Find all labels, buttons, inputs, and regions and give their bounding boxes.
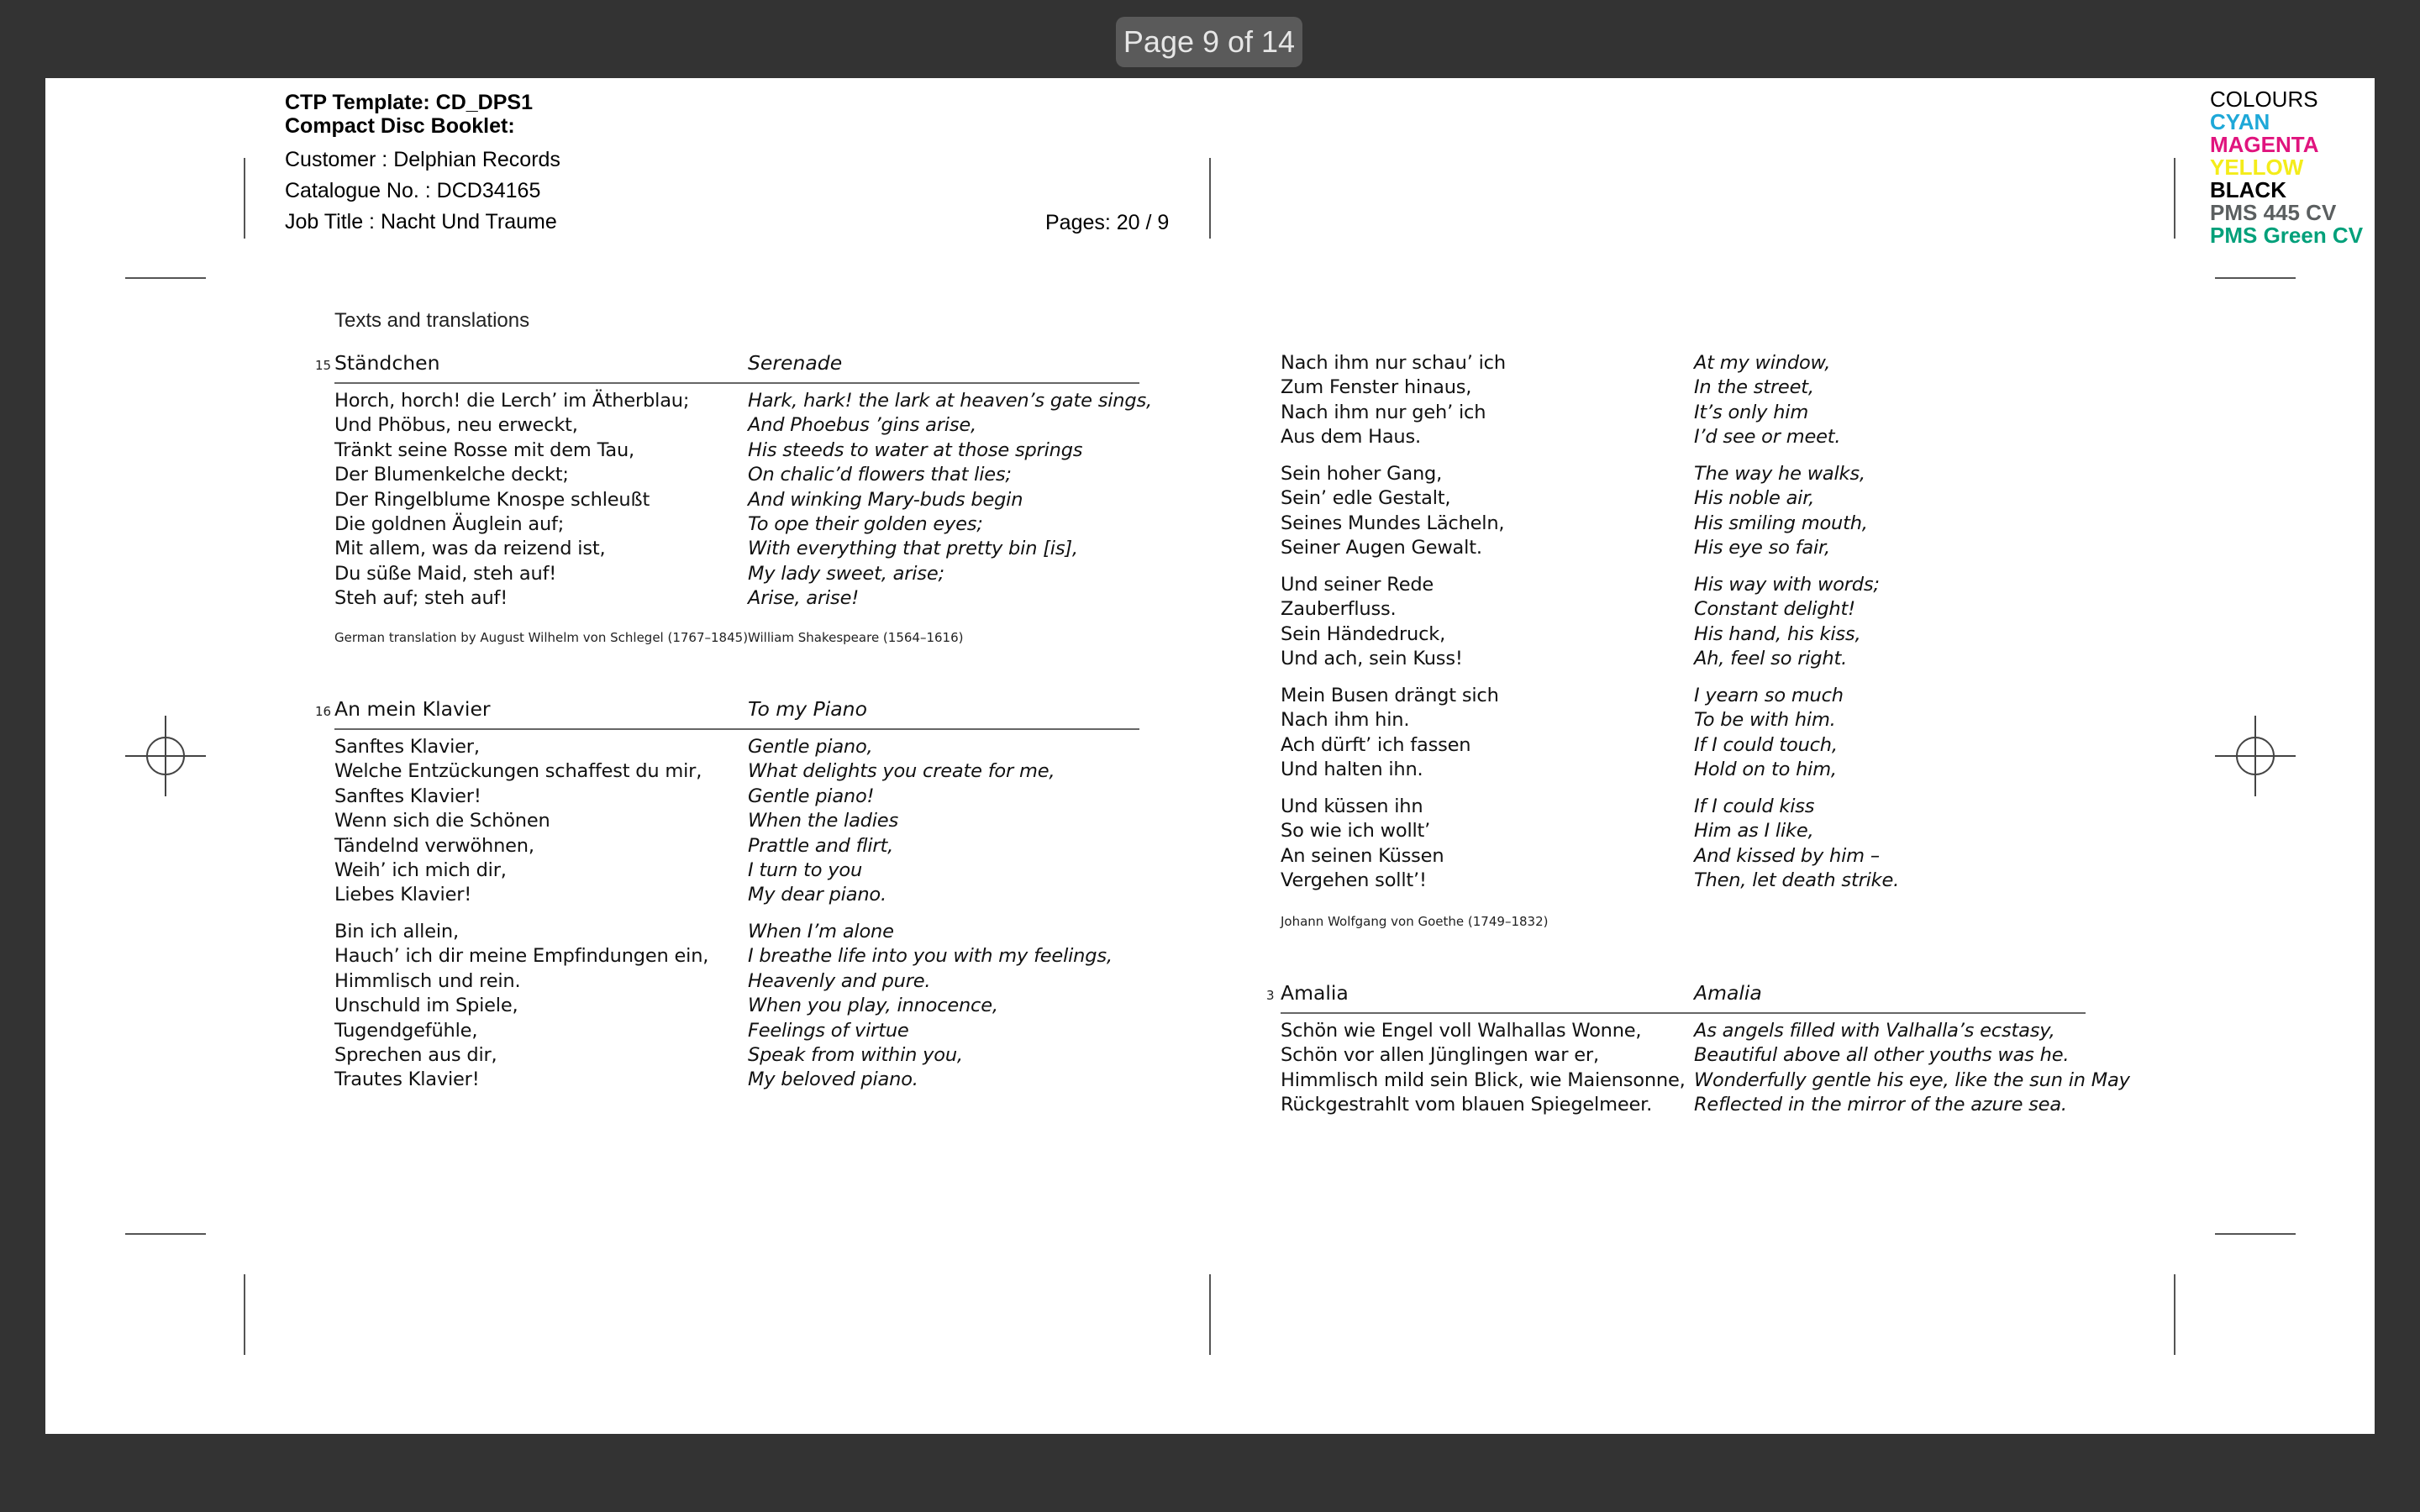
song2-german-stanza-2: Bin ich allein, Hauch’ ich dir meine Empfindungen ein, Himmlisch und rein. Unschuld im Spiele, Tugendgefühle, Sprechen aus dir, Trautes Klavier! xyxy=(334,921,709,1091)
registration-mark-icon xyxy=(2215,716,2296,796)
template-title: CTP Template: CD_DPS1 xyxy=(285,91,533,114)
song1-english-text: Hark, hark! the lark at heaven’s gate sings, And Phoebus ’gins arise, His steeds to water at those springs On chalic’d flowers that lies; And winking Mary-buds begin To ope their golden eyes; With everything that pretty bin [is], My lady sweet, arise; Arise, arise! xyxy=(748,390,1152,610)
song2-english-stanza-1: Gentle piano, What delights you create for me, Gentle piano! When the ladies Prattle and flirt, I turn to you My dear piano. xyxy=(748,736,1055,906)
template-subtitle: Compact Disc Booklet: xyxy=(285,114,515,138)
colour-yellow: YELLOW xyxy=(2210,155,2304,180)
colour-cyan: CYAN xyxy=(2210,109,2270,134)
crop-mark xyxy=(244,158,245,239)
document-page[interactable] xyxy=(45,78,2375,1434)
colours-heading: COLOURS xyxy=(2210,87,2318,112)
right-english-stanza-3: His way with words; Constant delight! His hand, his kiss, Ah, feel so right. xyxy=(1694,574,1880,670)
song3-german-text: Schön wie Engel voll Walhallas Wonne, Schön vor allen Jünglingen war er, Himmlisch mild sein Blick, wie Maiensonne, Rückgestrahlt vom blauen Spiegelmeer. xyxy=(1281,1020,1686,1116)
crop-mark xyxy=(125,1233,206,1235)
crop-mark xyxy=(2215,277,2296,279)
right-english-stanza-5: If I could kiss Him as I like, And kissed by him – Then, let death strike. xyxy=(1694,795,1900,892)
crop-mark xyxy=(2174,1274,2175,1355)
colour-list xyxy=(2210,88,2363,247)
song2-english-stanza-2: When I’m alone I breathe life into you with my feelings, Heavenly and pure. When you play, innocence, Feelings of virtue Speak from within you, My beloved piano. xyxy=(748,921,1113,1091)
crop-mark xyxy=(1209,158,1211,239)
template-header xyxy=(285,91,560,238)
title-rule xyxy=(334,728,1139,730)
customer-line: Customer : Delphian Records xyxy=(285,148,560,171)
page-indicator: Page 9 of 14 xyxy=(1116,17,1302,67)
title-rule xyxy=(334,382,1139,384)
job-title-line: Job Title : Nacht Und Traume xyxy=(285,210,557,234)
song3-english-text: As angels filled with Valhalla’s ecstasy, Beautiful above all other youths was he. Wonderfully gentle his eye, like the sun in May Reflected in the mirror of the azure sea. xyxy=(1694,1020,2130,1116)
right-english-stanza-2: The way he walks, His noble air, His smiling mouth, His eye so fair, xyxy=(1694,463,1868,559)
pages-count: Pages: 20 / 9 xyxy=(1045,211,1170,234)
song-title-en: Serenade xyxy=(748,351,843,375)
title-rule xyxy=(1281,1012,2086,1014)
track-number: 15 xyxy=(315,358,332,373)
colour-black: BLACK xyxy=(2210,177,2286,202)
colour-pms-green: PMS Green CV xyxy=(2210,223,2364,248)
crop-mark xyxy=(2215,1233,2296,1235)
right-german-stanza-5: Und küssen ihn So wie ich wollt’ An seinen Küssen Vergehen sollt’! xyxy=(1281,795,1444,892)
right-english-stanza-4: I yearn so much To be with him. If I could touch, Hold on to him, xyxy=(1694,685,1844,781)
right-german-stanza-2: Sein hoher Gang, Sein’ edle Gestalt, Seines Mundes Lächeln, Seiner Augen Gewalt. xyxy=(1281,463,1505,559)
right-german-stanza-3: Und seiner Rede Zauberfluss. Sein Händedruck, Und ach, sein Kuss! xyxy=(1281,574,1463,670)
song2-german-stanza-1: Sanftes Klavier, Welche Entzückungen schaffest du mir, Sanftes Klavier! Wenn sich die Schönen Tändelnd verwöhnen, Weih’ ich mich dir, Liebes Klavier! xyxy=(334,736,702,906)
song1-german-text: Horch, horch! die Lerch’ im Ätherblau; Und Phöbus, neu erweckt, Tränkt seine Rosse mit dem Tau, Der Blumenkelche deckt; Der Ringelblume Knospe schleußt Die goldnen Äuglein auf; Mit allem, was da reizend ist, Du süße Maid, steh auf! Steh auf; steh auf! xyxy=(334,390,690,610)
track-number: 16 xyxy=(315,704,332,719)
song-title-en: Amalia xyxy=(1694,981,1762,1005)
right-english-stanza-1: At my window, In the street, It’s only him I’d see or meet. xyxy=(1694,352,1841,449)
song-title-de: Ständchen xyxy=(334,351,440,375)
goethe-credit: Johann Wolfgang von Goethe (1749–1832) xyxy=(1281,914,1549,929)
crop-mark xyxy=(125,277,206,279)
right-german-stanza-4: Mein Busen drängt sich Nach ihm hin. Ach dürft’ ich fassen Und halten ihn. xyxy=(1281,685,1499,781)
crop-mark xyxy=(244,1274,245,1355)
registration-mark-icon xyxy=(125,716,206,796)
song1-credit-en: William Shakespeare (1564–1616) xyxy=(748,630,964,645)
crop-mark xyxy=(1209,1274,1211,1355)
crop-mark xyxy=(2174,158,2175,239)
track-number: 3 xyxy=(1266,988,1275,1003)
song-title-en: To my Piano xyxy=(748,697,867,721)
section-title: Texts and translations xyxy=(334,309,530,332)
song-title-de: An mein Klavier xyxy=(334,697,491,721)
song-title-de: Amalia xyxy=(1281,981,1349,1005)
song1-credit-de: German translation by August Wilhelm von Schlegel (1767–1845) xyxy=(334,630,749,645)
right-german-stanza-1: Nach ihm nur schau’ ich Zum Fenster hinaus, Nach ihm nur geh’ ich Aus dem Haus. xyxy=(1281,352,1506,449)
catalogue-line: Catalogue No. : DCD34165 xyxy=(285,179,541,202)
colour-pms-445: PMS 445 CV xyxy=(2210,200,2337,225)
colour-magenta: MAGENTA xyxy=(2210,132,2319,157)
